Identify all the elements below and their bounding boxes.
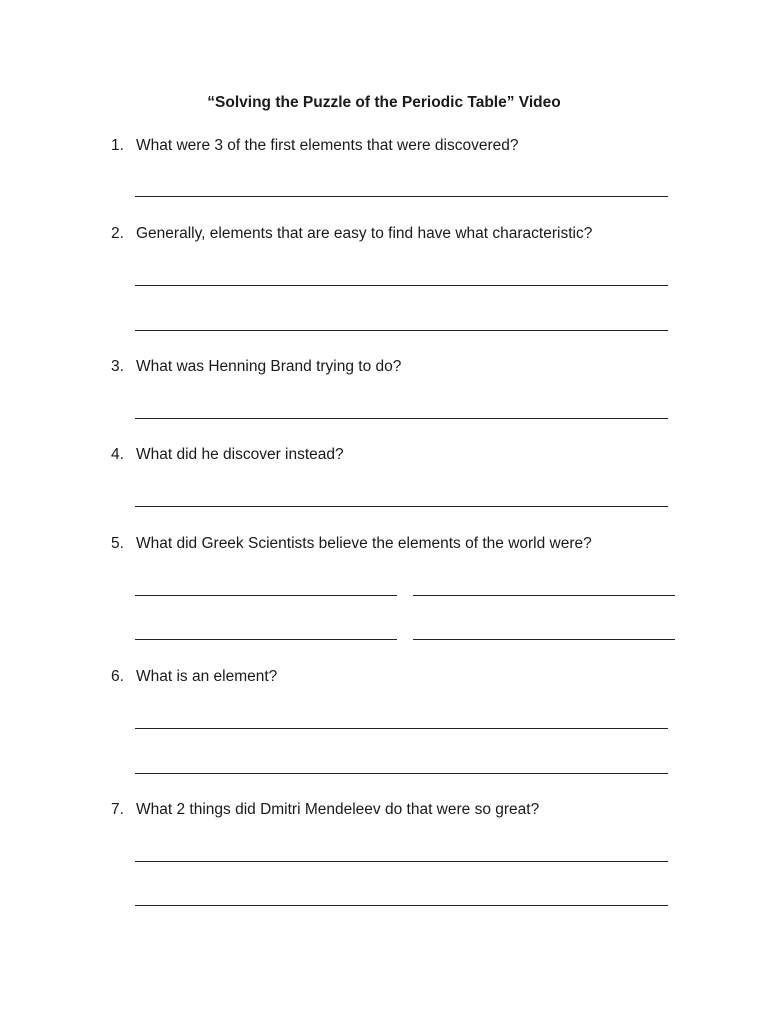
question-6 [111,667,277,687]
answer-line[interactable] [135,728,668,729]
question-number: 2. [111,225,124,242]
answer-line[interactable] [135,861,668,862]
question-number: 6. [111,668,124,685]
question-3 [111,357,401,377]
question-5 [111,534,592,554]
answer-line[interactable] [413,639,675,640]
answer-line[interactable] [135,773,668,774]
question-text: Generally, elements that are easy to find have what characteristic? [136,225,593,242]
answer-line[interactable] [135,285,668,286]
answer-line[interactable] [135,595,397,596]
question-1 [111,136,519,156]
question-text: What did he discover instead? [136,446,344,463]
answer-line[interactable] [413,595,675,596]
answer-line[interactable] [135,506,668,507]
question-4 [111,445,344,465]
answer-line[interactable] [135,330,668,331]
question-number: 4. [111,446,124,463]
question-7 [111,800,539,820]
answer-line[interactable] [135,418,668,419]
question-number: 5. [111,535,124,552]
question-text: What was Henning Brand trying to do? [136,358,402,375]
question-text: What 2 things did Dmitri Mendeleev do that were so great? [136,801,540,818]
answer-line[interactable] [135,196,668,197]
question-number: 3. [111,358,124,375]
answer-line[interactable] [135,639,397,640]
answer-line[interactable] [135,905,668,906]
question-number: 1. [111,137,124,154]
question-2 [111,224,592,244]
worksheet-title: “Solving the Puzzle of the Periodic Table” Video [207,94,561,111]
question-text: What is an element? [136,668,278,685]
question-text: What were 3 of the first elements that were discovered? [136,137,519,154]
question-number: 7. [111,801,124,818]
question-text: What did Greek Scientists believe the elements of the world were? [136,535,592,552]
